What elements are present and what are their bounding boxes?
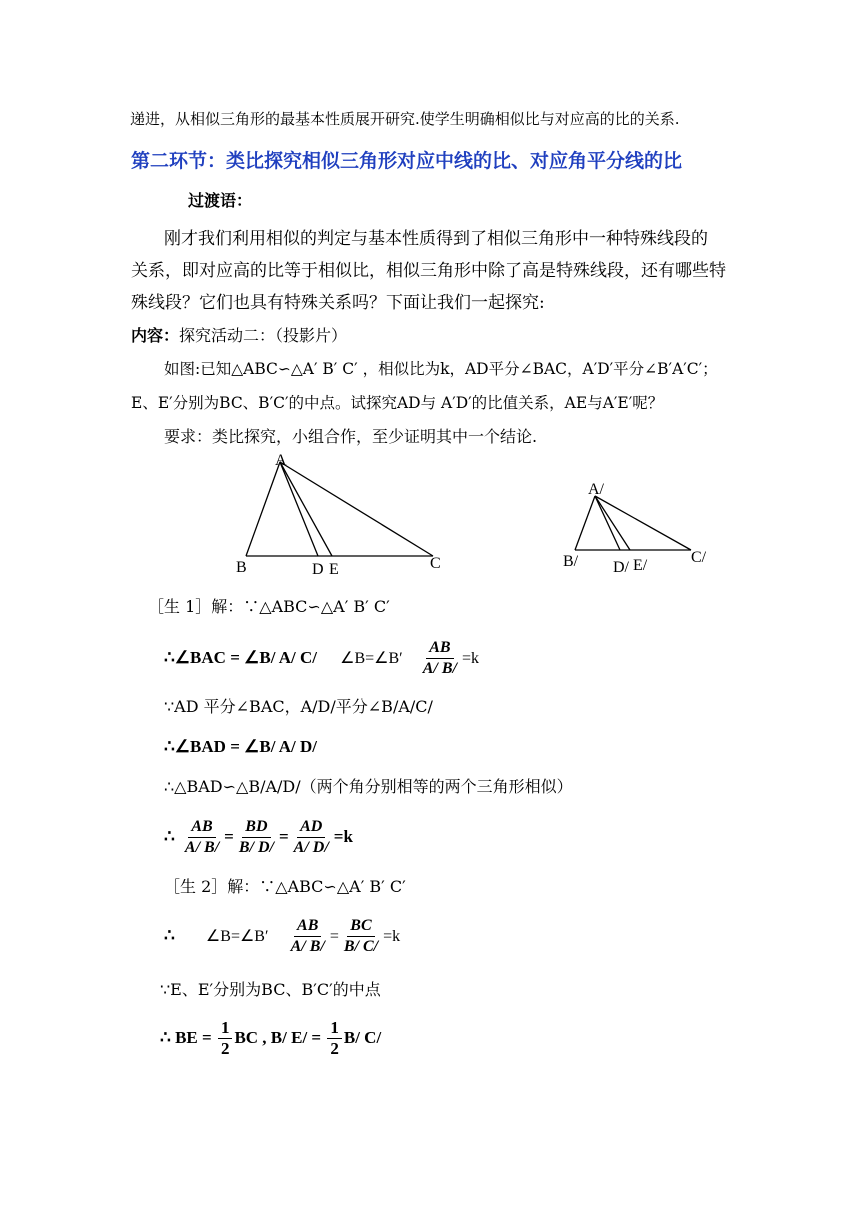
eq-k: =k bbox=[461, 650, 480, 667]
frac-num: BD bbox=[242, 817, 270, 838]
frac-bc bbox=[341, 916, 381, 957]
fig2-label-e: E/ bbox=[633, 557, 648, 574]
transition-line-3: 殊线段？它们也具有特殊关系吗？下面让我们一起探究: bbox=[131, 293, 545, 313]
frac-bd bbox=[236, 817, 277, 858]
frac-den: 2 bbox=[220, 1039, 230, 1058]
s1-line-3: ∵AD 平分∠BAC，A/D/平分∠B/A/C/ bbox=[164, 697, 433, 716]
frac-half-1 bbox=[218, 1018, 233, 1059]
eq-k-2: =k bbox=[383, 928, 401, 945]
frac-den: A/ B/ bbox=[290, 938, 325, 955]
s2-line-2 bbox=[164, 914, 400, 959]
frac-ab-3 bbox=[288, 916, 328, 957]
frac-num: AB bbox=[188, 817, 215, 838]
frac-half-2 bbox=[327, 1018, 342, 1059]
figure-triangle-abc bbox=[230, 448, 460, 578]
frac-num: AD bbox=[297, 817, 325, 838]
para-top: 递进，从相似三角形的最基本性质展开研究.使学生明确相似比与对应高的比的关系. bbox=[130, 110, 680, 128]
frac-ab-1 bbox=[420, 638, 460, 679]
eq-sign: = bbox=[329, 928, 339, 945]
be-eq: ∴ BE = bbox=[160, 1028, 216, 1047]
s1-line-4: ∴∠BAD = ∠B/ A/ D/ bbox=[164, 737, 317, 756]
frac-den: B/ C/ bbox=[343, 938, 379, 955]
requirement: 要求：类比探究，小组合作，至少证明其中一个结论. bbox=[164, 427, 538, 446]
eq-k-bold: =k bbox=[333, 827, 353, 846]
frac-den: B/ D/ bbox=[238, 839, 274, 856]
content-row bbox=[131, 325, 347, 347]
s1-angle-eq: ∴∠BAC = ∠B/ A/ C/ bbox=[164, 648, 317, 667]
frac-den: 2 bbox=[330, 1039, 339, 1058]
frac-den: A/ B/ bbox=[184, 839, 220, 856]
fig1-label-c: C bbox=[430, 555, 441, 572]
s2-line-4 bbox=[160, 1016, 381, 1060]
therefore-2: ∴ bbox=[164, 926, 175, 945]
fig1-label-d: D bbox=[312, 561, 324, 578]
s1-header: ［生 1］解：∵△ABC∽△A′ B′ C′ bbox=[148, 597, 390, 616]
fig2-label-a: A/ bbox=[588, 481, 604, 498]
frac-num: AB bbox=[426, 638, 453, 659]
transition-line-1: 刚才我们利用相似的判定与基本性质得到了相似三角形中一种特殊线段的 bbox=[164, 229, 708, 249]
problem-line-2: E、E′分别为BC、B′C′的中点。试探究AD与 A′D′的比值关系，AE与A′E′呢？ bbox=[131, 394, 664, 412]
frac-num: AB bbox=[294, 916, 321, 937]
s1-line-2 bbox=[164, 636, 479, 681]
content-text: 探究活动二：（投影片） bbox=[179, 326, 348, 345]
fig1-label-a: A bbox=[275, 452, 287, 469]
frac-den: A/ D/ bbox=[293, 839, 329, 856]
s1-line-5: ∴△BAD∽△B/A/D/（两个角分别相等的两个三角形相似） bbox=[164, 777, 573, 796]
frac-ab-2 bbox=[182, 817, 222, 858]
fig2-label-b: B/ bbox=[563, 553, 579, 570]
s2-line-3: ∵E、E′分别为BC、B′C′的中点 bbox=[160, 980, 381, 999]
frac-num: 1 bbox=[218, 1018, 233, 1039]
transition-line-2: 关系，即对应高的比等于相似比，相似三角形中除了高是特殊线段，还有哪些特 bbox=[131, 261, 726, 281]
section-heading: 第二环节：类比探究相似三角形对应中线的比、对应角平分线的比 bbox=[131, 150, 683, 172]
figure-triangle-abc-prime bbox=[555, 474, 725, 584]
s2-header: ［生 2］解：∵△ABC∽△A′ B′ C′ bbox=[164, 877, 406, 896]
problem-line-1: 如图:已知△ABC∽△A′ B′ C′ ，相似比为k，AD平分∠BAC，A′D′平分∠B′A′C′； bbox=[164, 360, 718, 378]
transition-label: 过渡语： bbox=[188, 191, 253, 210]
s1-angle-b: ∠B=∠B′ bbox=[340, 650, 403, 667]
therefore: ∴ bbox=[164, 827, 175, 846]
eq-sign: = bbox=[224, 827, 234, 846]
bc-be-prime: BC , B/ E/ = bbox=[234, 1028, 326, 1047]
s2-angle-b: ∠B=∠B′ bbox=[205, 928, 269, 945]
fig1-label-b: B bbox=[236, 559, 247, 576]
bc-prime: B/ C/ bbox=[343, 1028, 382, 1047]
fig2-label-d: D/ bbox=[613, 559, 629, 576]
content-label: 内容： bbox=[131, 326, 180, 345]
frac-ad bbox=[291, 817, 332, 858]
s1-line-6 bbox=[164, 815, 353, 859]
fig2-label-c: C/ bbox=[691, 549, 707, 566]
frac-num: 1 bbox=[327, 1018, 342, 1039]
eq-sign: = bbox=[278, 827, 289, 846]
frac-num: BC bbox=[347, 916, 374, 937]
frac-den: A/ B/ bbox=[422, 660, 457, 677]
fig1-label-e: E bbox=[329, 561, 339, 578]
